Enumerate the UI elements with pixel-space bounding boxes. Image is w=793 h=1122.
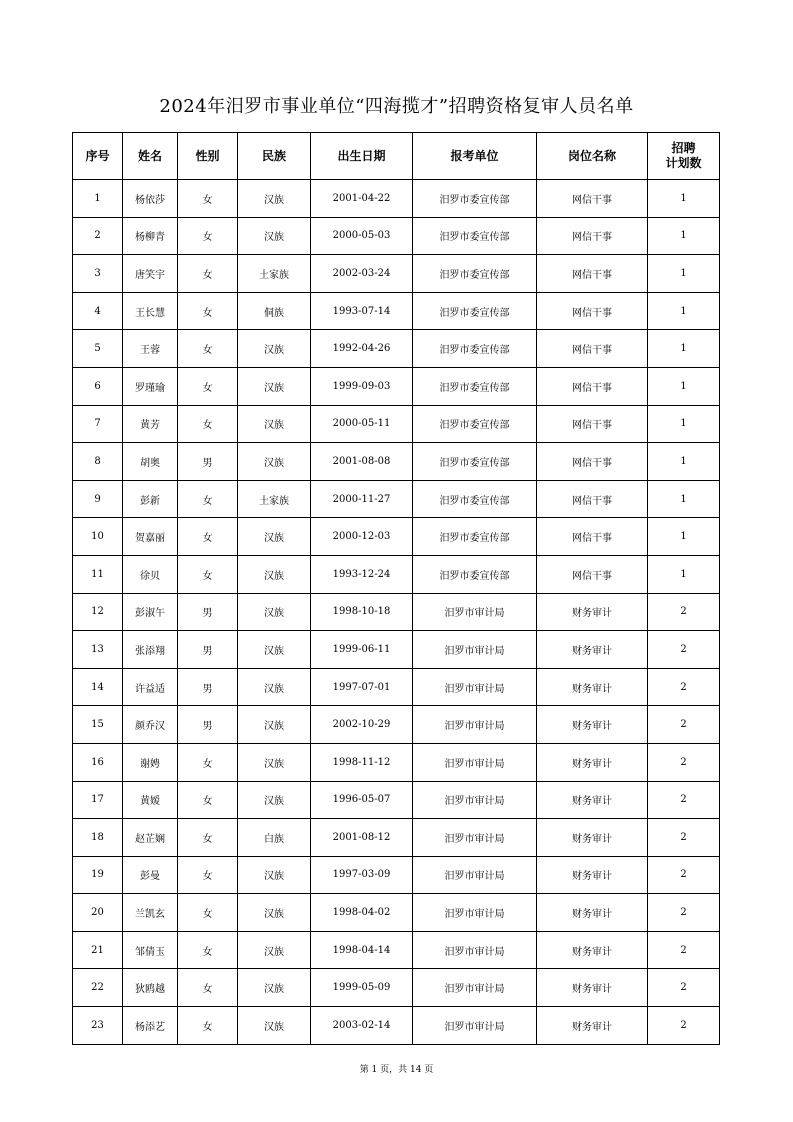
cell-birth-date: 1999-05-09	[311, 969, 413, 1007]
cell-name: 杨依莎	[123, 180, 178, 218]
cell-name: 赵芷娴	[123, 819, 178, 857]
cell-name: 黄嫒	[123, 781, 178, 819]
cell-applied-unit: 汨罗市委宣传部	[413, 255, 537, 293]
cell-gender: 女	[178, 255, 238, 293]
cell-applied-unit: 汨罗市委宣传部	[413, 180, 537, 218]
header-ethnicity: 民族	[238, 133, 311, 180]
cell-ethnicity: 汉族	[238, 781, 311, 819]
cell-name: 王蓉	[123, 330, 178, 368]
cell-name: 狄鸥越	[123, 969, 178, 1007]
cell-applied-unit: 汨罗市审计局	[413, 856, 537, 894]
table-body	[73, 180, 720, 1045]
cell-position-name: 财务审计	[537, 894, 648, 932]
cell-name: 徐贝	[123, 555, 178, 593]
cell-ethnicity: 汉族	[238, 631, 311, 669]
cell-seq: 19	[73, 856, 123, 894]
cell-applied-unit: 汨罗市审计局	[413, 931, 537, 969]
cell-gender: 男	[178, 668, 238, 706]
cell-birth-date: 1992-04-26	[311, 330, 413, 368]
table-row	[73, 593, 720, 631]
cell-birth-date: 1997-07-01	[311, 668, 413, 706]
cell-applied-unit: 汨罗市委宣传部	[413, 405, 537, 443]
cell-seq: 23	[73, 1007, 123, 1045]
table-header-row	[73, 133, 720, 180]
table-row	[73, 480, 720, 518]
cell-gender: 男	[178, 443, 238, 481]
cell-gender: 女	[178, 180, 238, 218]
cell-birth-date: 1993-07-14	[311, 292, 413, 330]
cell-position-name: 网信干事	[537, 180, 648, 218]
cell-recruitment-plan: 1	[648, 367, 720, 405]
cell-seq: 11	[73, 555, 123, 593]
cell-applied-unit: 汨罗市审计局	[413, 668, 537, 706]
header-seq: 序号	[73, 133, 123, 180]
cell-seq: 3	[73, 255, 123, 293]
cell-seq: 22	[73, 969, 123, 1007]
cell-name: 黄芳	[123, 405, 178, 443]
cell-seq: 16	[73, 743, 123, 781]
header-gender: 性别	[178, 133, 238, 180]
header-recruitment-plan	[648, 133, 720, 180]
cell-ethnicity: 汉族	[238, 217, 311, 255]
table-row	[73, 969, 720, 1007]
cell-gender: 女	[178, 969, 238, 1007]
cell-seq: 18	[73, 819, 123, 857]
cell-ethnicity: 汉族	[238, 405, 311, 443]
cell-name: 颜乔汉	[123, 706, 178, 744]
candidate-table	[72, 132, 720, 1045]
cell-recruitment-plan: 1	[648, 518, 720, 556]
cell-applied-unit: 汨罗市委宣传部	[413, 555, 537, 593]
table-row	[73, 367, 720, 405]
cell-gender: 女	[178, 367, 238, 405]
cell-birth-date: 1999-06-11	[311, 631, 413, 669]
cell-position-name: 网信干事	[537, 292, 648, 330]
cell-birth-date: 1999-09-03	[311, 367, 413, 405]
cell-name: 杨柳青	[123, 217, 178, 255]
cell-position-name: 网信干事	[537, 555, 648, 593]
cell-birth-date: 1998-04-14	[311, 931, 413, 969]
cell-gender: 男	[178, 593, 238, 631]
table-row	[73, 255, 720, 293]
cell-position-name: 网信干事	[537, 367, 648, 405]
cell-name: 张添翔	[123, 631, 178, 669]
cell-ethnicity: 汉族	[238, 668, 311, 706]
cell-recruitment-plan: 2	[648, 969, 720, 1007]
cell-applied-unit: 汨罗市审计局	[413, 894, 537, 932]
cell-ethnicity: 汉族	[238, 931, 311, 969]
cell-gender: 女	[178, 819, 238, 857]
table-row	[73, 180, 720, 218]
cell-ethnicity: 汉族	[238, 443, 311, 481]
table-row	[73, 706, 720, 744]
page-title: 2024年汨罗市事业单位“四海揽才”招聘资格复审人员名单	[159, 96, 634, 117]
cell-seq: 8	[73, 443, 123, 481]
cell-position-name: 财务审计	[537, 931, 648, 969]
header-plan-line1: 招聘	[671, 141, 696, 155]
cell-ethnicity: 汉族	[238, 969, 311, 1007]
table-row	[73, 819, 720, 857]
cell-birth-date: 2001-08-08	[311, 443, 413, 481]
cell-position-name: 财务审计	[537, 969, 648, 1007]
table-row	[73, 631, 720, 669]
table-row	[73, 1007, 720, 1045]
cell-applied-unit: 汨罗市委宣传部	[413, 330, 537, 368]
cell-name: 谢娉	[123, 743, 178, 781]
cell-position-name: 网信干事	[537, 217, 648, 255]
cell-recruitment-plan: 1	[648, 443, 720, 481]
cell-gender: 女	[178, 1007, 238, 1045]
table-row	[73, 217, 720, 255]
cell-birth-date: 2000-11-27	[311, 480, 413, 518]
cell-gender: 女	[178, 555, 238, 593]
cell-recruitment-plan: 2	[648, 819, 720, 857]
table-row	[73, 443, 720, 481]
cell-recruitment-plan: 2	[648, 1007, 720, 1045]
cell-applied-unit: 汨罗市审计局	[413, 631, 537, 669]
cell-name: 彭淑午	[123, 593, 178, 631]
cell-birth-date: 2002-03-24	[311, 255, 413, 293]
cell-birth-date: 1997-03-09	[311, 856, 413, 894]
cell-applied-unit: 汨罗市审计局	[413, 743, 537, 781]
cell-seq: 21	[73, 931, 123, 969]
cell-position-name: 网信干事	[537, 518, 648, 556]
cell-name: 贺嘉丽	[123, 518, 178, 556]
cell-ethnicity: 汉族	[238, 706, 311, 744]
header-name: 姓名	[123, 133, 178, 180]
cell-position-name: 网信干事	[537, 330, 648, 368]
cell-position-name: 财务审计	[537, 593, 648, 631]
cell-position-name: 财务审计	[537, 706, 648, 744]
cell-applied-unit: 汨罗市委宣传部	[413, 217, 537, 255]
cell-position-name: 财务审计	[537, 631, 648, 669]
cell-recruitment-plan: 2	[648, 706, 720, 744]
header-birth-date: 出生日期	[311, 133, 413, 180]
cell-birth-date: 1998-10-18	[311, 593, 413, 631]
cell-position-name: 网信干事	[537, 443, 648, 481]
cell-applied-unit: 汨罗市委宣传部	[413, 367, 537, 405]
cell-seq: 12	[73, 593, 123, 631]
table-row	[73, 292, 720, 330]
cell-gender: 男	[178, 706, 238, 744]
cell-gender: 男	[178, 631, 238, 669]
cell-recruitment-plan: 2	[648, 781, 720, 819]
cell-name: 兰凯玄	[123, 894, 178, 932]
cell-applied-unit: 汨罗市委宣传部	[413, 443, 537, 481]
cell-name: 杨添艺	[123, 1007, 178, 1045]
cell-applied-unit: 汨罗市委宣传部	[413, 518, 537, 556]
cell-birth-date: 2001-04-22	[311, 180, 413, 218]
cell-ethnicity: 汉族	[238, 180, 311, 218]
cell-seq: 20	[73, 894, 123, 932]
cell-seq: 2	[73, 217, 123, 255]
cell-ethnicity: 汉族	[238, 856, 311, 894]
cell-seq: 1	[73, 180, 123, 218]
cell-position-name: 财务审计	[537, 743, 648, 781]
cell-seq: 6	[73, 367, 123, 405]
cell-birth-date: 1993-12-24	[311, 555, 413, 593]
cell-ethnicity: 汉族	[238, 367, 311, 405]
cell-name: 罗瑾瑜	[123, 367, 178, 405]
cell-position-name: 财务审计	[537, 668, 648, 706]
header-plan-line2: 计划数	[665, 156, 702, 170]
cell-ethnicity: 汉族	[238, 518, 311, 556]
cell-position-name: 财务审计	[537, 856, 648, 894]
cell-ethnicity: 汉族	[238, 555, 311, 593]
cell-name: 许益适	[123, 668, 178, 706]
cell-ethnicity: 土家族	[238, 480, 311, 518]
cell-recruitment-plan: 1	[648, 555, 720, 593]
cell-seq: 4	[73, 292, 123, 330]
cell-birth-date: 2003-02-14	[311, 1007, 413, 1045]
cell-birth-date: 2000-05-11	[311, 405, 413, 443]
cell-recruitment-plan: 1	[648, 292, 720, 330]
cell-birth-date: 2002-10-29	[311, 706, 413, 744]
page-footer: 第 1 页，共 14 页	[359, 1065, 434, 1075]
cell-gender: 女	[178, 405, 238, 443]
cell-ethnicity: 汉族	[238, 743, 311, 781]
cell-applied-unit: 汨罗市审计局	[413, 969, 537, 1007]
cell-seq: 15	[73, 706, 123, 744]
cell-name: 唐笑宇	[123, 255, 178, 293]
cell-ethnicity: 汉族	[238, 330, 311, 368]
cell-gender: 女	[178, 743, 238, 781]
cell-recruitment-plan: 1	[648, 405, 720, 443]
cell-ethnicity: 汉族	[238, 593, 311, 631]
table-row	[73, 668, 720, 706]
cell-recruitment-plan: 1	[648, 180, 720, 218]
cell-seq: 7	[73, 405, 123, 443]
cell-applied-unit: 汨罗市审计局	[413, 593, 537, 631]
cell-gender: 女	[178, 292, 238, 330]
cell-applied-unit: 汨罗市委宣传部	[413, 480, 537, 518]
cell-name: 彭新	[123, 480, 178, 518]
table-row	[73, 856, 720, 894]
cell-recruitment-plan: 2	[648, 931, 720, 969]
table-row	[73, 555, 720, 593]
cell-applied-unit: 汨罗市审计局	[413, 819, 537, 857]
table-row	[73, 894, 720, 932]
cell-seq: 9	[73, 480, 123, 518]
cell-birth-date: 1996-05-07	[311, 781, 413, 819]
cell-birth-date: 1998-04-02	[311, 894, 413, 932]
cell-birth-date: 2000-12-03	[311, 518, 413, 556]
cell-birth-date: 1998-11-12	[311, 743, 413, 781]
cell-recruitment-plan: 2	[648, 593, 720, 631]
cell-seq: 5	[73, 330, 123, 368]
cell-recruitment-plan: 1	[648, 480, 720, 518]
table-row	[73, 330, 720, 368]
cell-gender: 女	[178, 894, 238, 932]
cell-applied-unit: 汨罗市审计局	[413, 706, 537, 744]
cell-seq: 13	[73, 631, 123, 669]
cell-birth-date: 2000-05-03	[311, 217, 413, 255]
cell-position-name: 财务审计	[537, 1007, 648, 1045]
cell-position-name: 网信干事	[537, 405, 648, 443]
table-row	[73, 781, 720, 819]
cell-gender: 女	[178, 480, 238, 518]
table-row	[73, 405, 720, 443]
cell-recruitment-plan: 2	[648, 631, 720, 669]
cell-applied-unit: 汨罗市委宣传部	[413, 292, 537, 330]
table-row	[73, 518, 720, 556]
cell-gender: 女	[178, 518, 238, 556]
cell-recruitment-plan: 2	[648, 856, 720, 894]
cell-seq: 10	[73, 518, 123, 556]
header-applied-unit: 报考单位	[413, 133, 537, 180]
cell-recruitment-plan: 1	[648, 330, 720, 368]
cell-name: 胡奥	[123, 443, 178, 481]
cell-ethnicity: 汉族	[238, 1007, 311, 1045]
cell-gender: 女	[178, 330, 238, 368]
cell-position-name: 网信干事	[537, 480, 648, 518]
cell-applied-unit: 汨罗市审计局	[413, 1007, 537, 1045]
cell-ethnicity: 土家族	[238, 255, 311, 293]
cell-gender: 女	[178, 781, 238, 819]
cell-seq: 17	[73, 781, 123, 819]
cell-gender: 女	[178, 217, 238, 255]
cell-position-name: 财务审计	[537, 819, 648, 857]
cell-ethnicity: 侗族	[238, 292, 311, 330]
cell-recruitment-plan: 1	[648, 255, 720, 293]
cell-recruitment-plan: 2	[648, 743, 720, 781]
header-position-name: 岗位名称	[537, 133, 648, 180]
cell-position-name: 财务审计	[537, 781, 648, 819]
cell-recruitment-plan: 1	[648, 217, 720, 255]
table-row	[73, 931, 720, 969]
cell-recruitment-plan: 2	[648, 894, 720, 932]
cell-gender: 女	[178, 856, 238, 894]
cell-recruitment-plan: 2	[648, 668, 720, 706]
cell-seq: 14	[73, 668, 123, 706]
cell-ethnicity: 白族	[238, 819, 311, 857]
cell-gender: 女	[178, 931, 238, 969]
cell-name: 邹倩玉	[123, 931, 178, 969]
cell-position-name: 网信干事	[537, 255, 648, 293]
cell-applied-unit: 汨罗市审计局	[413, 781, 537, 819]
table-row	[73, 743, 720, 781]
cell-name: 彭曼	[123, 856, 178, 894]
cell-ethnicity: 汉族	[238, 894, 311, 932]
cell-name: 王长慧	[123, 292, 178, 330]
cell-birth-date: 2001-08-12	[311, 819, 413, 857]
